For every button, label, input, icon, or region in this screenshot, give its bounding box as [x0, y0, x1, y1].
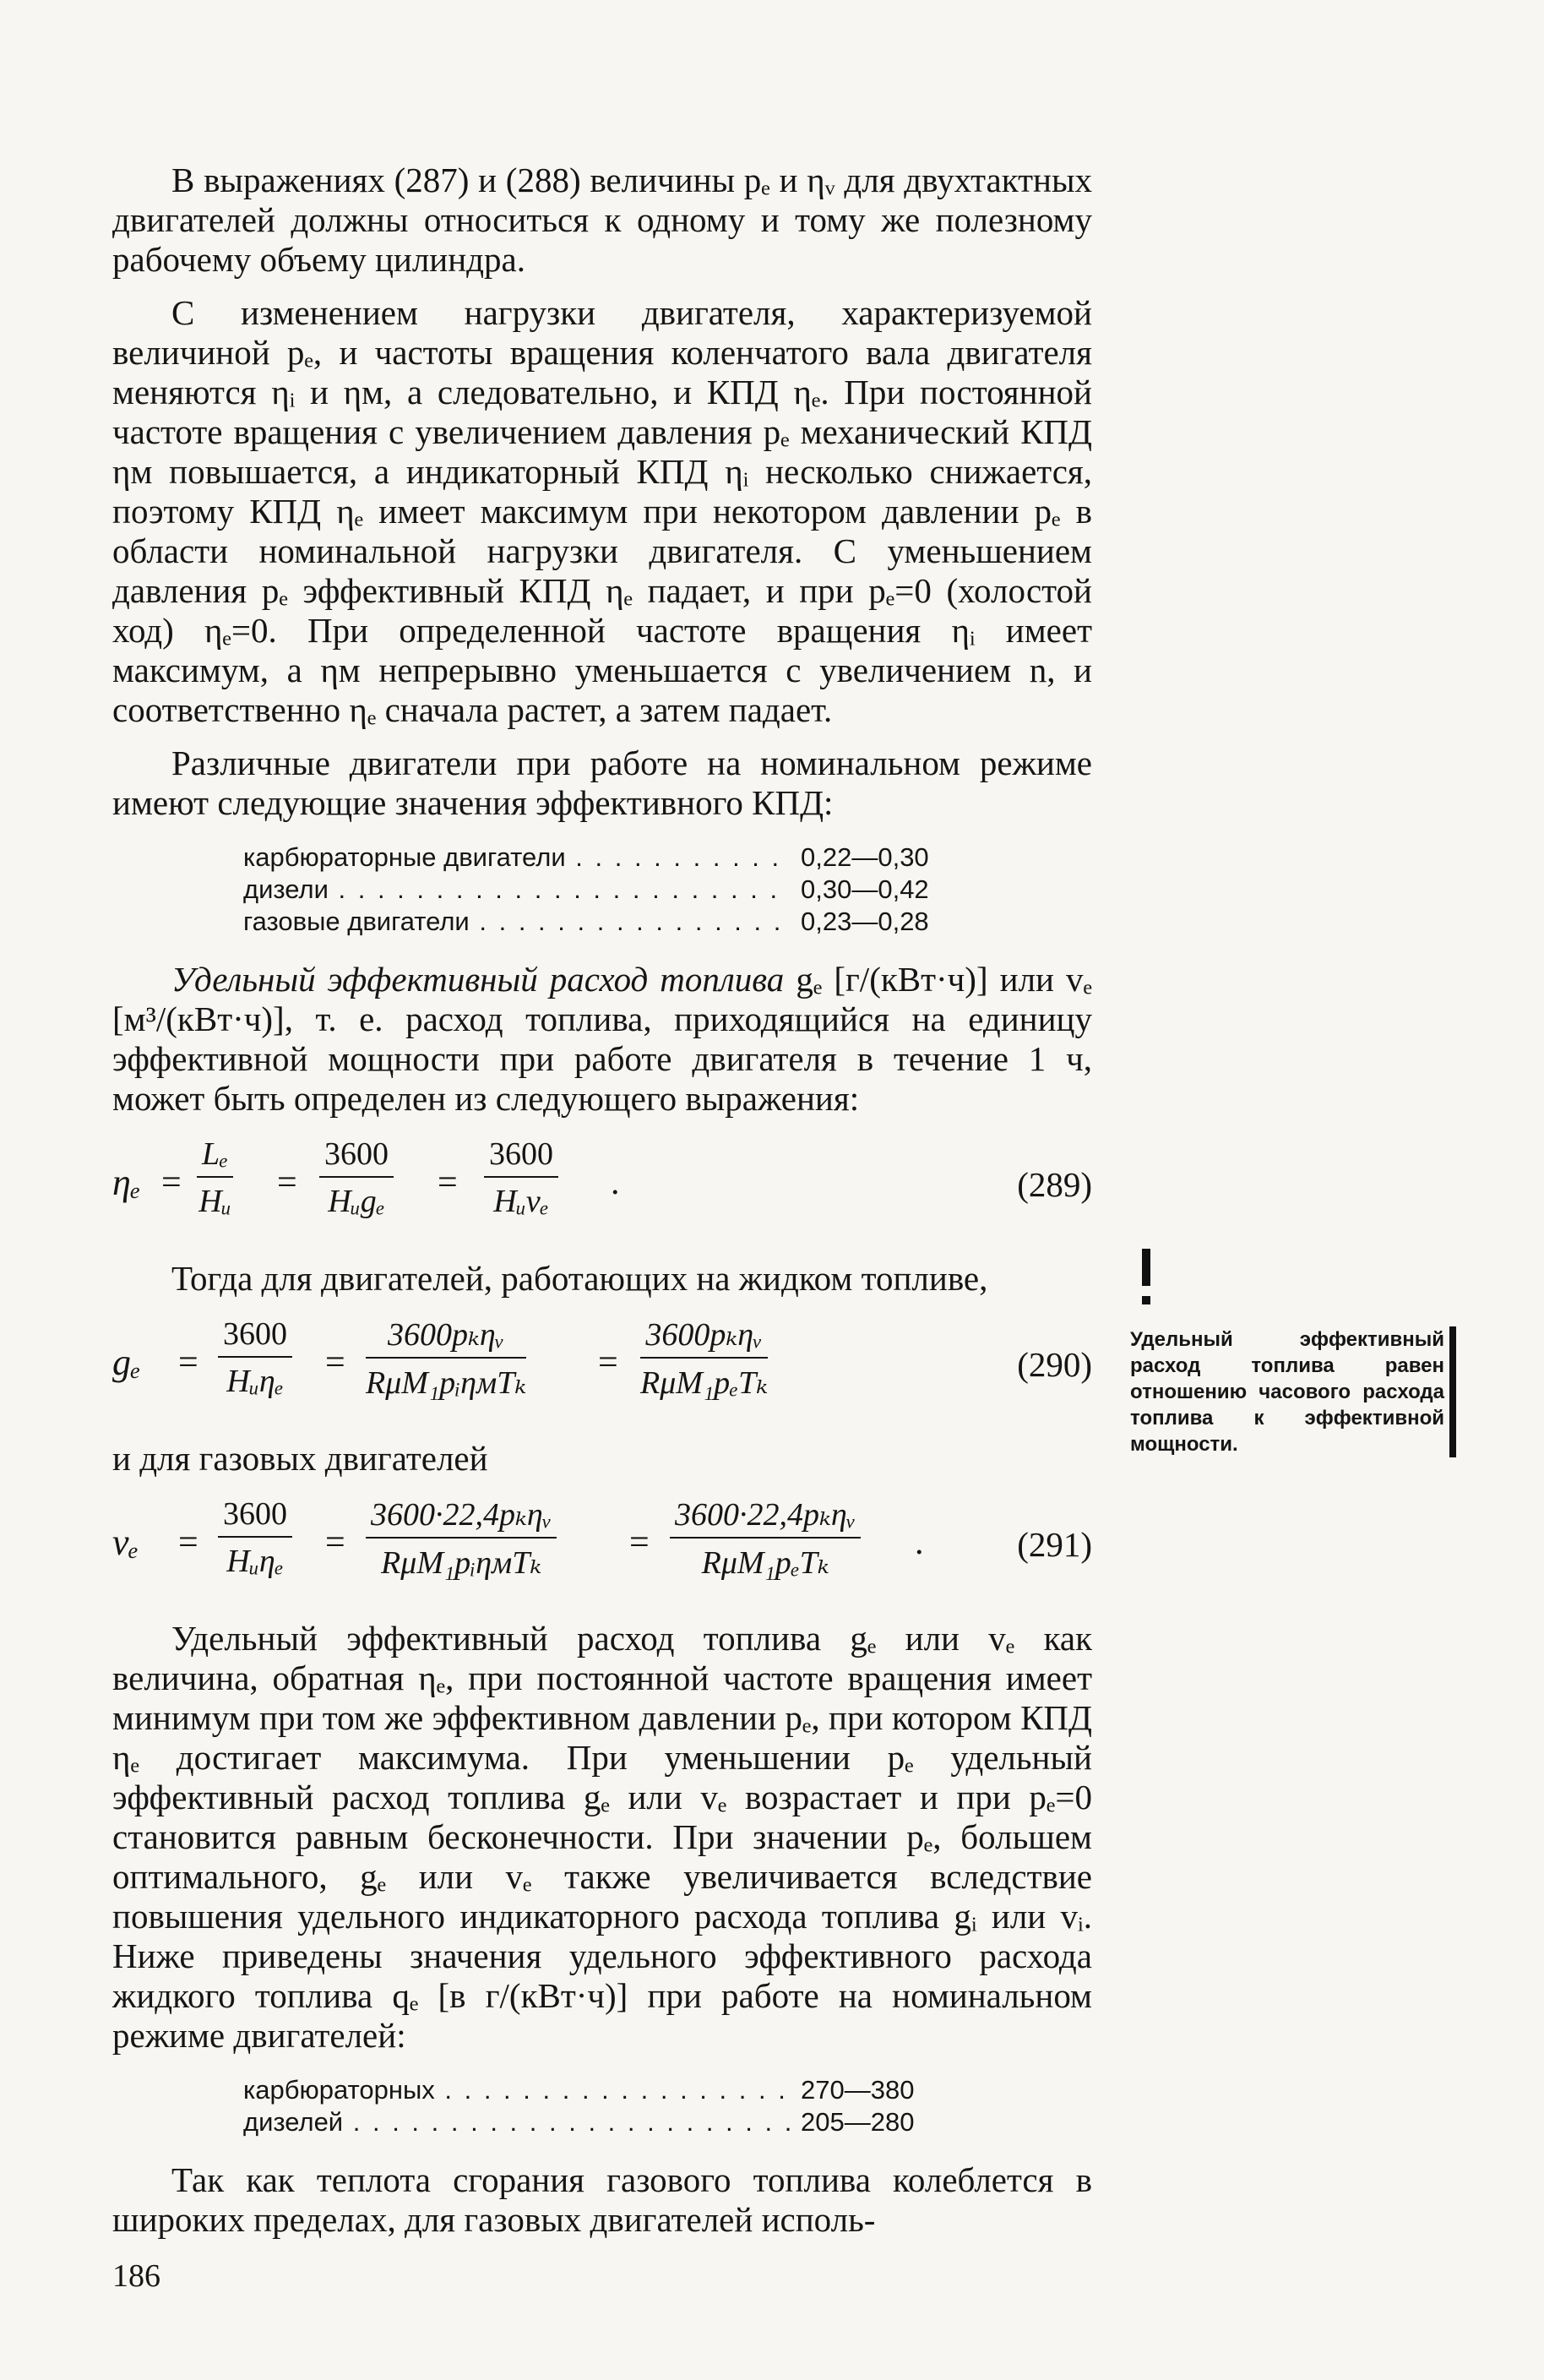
- equation-291: vₑ = 3600 Hᵤηₑ = 3600·22,4pₖηᵥ RμM₁pᵢηмTₖ = 3600·22,4pₖηᵥ RμM₁pₑTₖ . (291): [112, 1496, 1092, 1581]
- term-specific-fuel-consumption: Удельный эффективный расход топлива: [171, 960, 785, 999]
- paragraph-7: Удельный эффективный расход топлива gₑ или vₑ как величина, обратная ηₑ, при постоянной частоте вращения имеет минимум при том же эффективном давлении pₑ, при котором КПД ηₑ достигает максимума. При уменьшении pₑ удельный эффективный расход топлива gₑ или vₑ возрастает и при pₑ=0 становится равным бесконечности. При значении pₑ, большем оптимального, gₑ или vₑ также увеличивается вследствие повышения удельного индикаторного расхода топлива gᵢ или vᵢ. Ниже приведены значения удельного эффективного расхода жидкого топлива qₑ [в г/(кВт·ч)] при работе на номинальном режиме двигателей:: [112, 1619, 1092, 2055]
- equation-289: ηₑ = $\frac{\text{Lₑ}}{\text{Hᵤ}}$ = 3600 Hᵤgₑ = 3600 Hᵤvₑ . (289): [112, 1136, 1092, 1219]
- paragraph-8: Так как теплота сгорания газового топлива колеблется в широких пределах, для газовых двигателей исполь-: [112, 2160, 1092, 2239]
- equation-number: (289): [1017, 1165, 1092, 1204]
- list-item: дизели . . . 0,30—0,42: [243, 874, 944, 906]
- paragraph-5: Тогда для двигателей, работающих на жидком топливе,: [171, 1259, 988, 1298]
- equation-290: gₑ = 3600 Hᵤηₑ = 3600pₖηᵥ RμM₁pᵢηмTₖ = 3600pₖηᵥ RμM₁pₑTₖ (290): [112, 1316, 1092, 1401]
- equation-number: (291): [1017, 1525, 1092, 1564]
- paragraph-4: Удельный эффективный расход топлива gₑ [г/(кВт·ч)] или vₑ [м³/(кВт·ч)], т. е. расход топлива, приходящийся на единицу эффективной мощности при работе двигателя в течение 1 ч, может быть определен из следующего выражения:: [112, 960, 1092, 1118]
- text-column: [112, 161, 1092, 2240]
- paragraph-3: Различные двигатели при работе на номинальном режиме имеют следующие значения эффективного КПД:: [112, 743, 1092, 822]
- page-number: 186: [112, 2258, 160, 2294]
- equation-number: (290): [1017, 1345, 1092, 1384]
- list-item: газовые двигатели . . . 0,23—0,28: [243, 906, 944, 938]
- exclamation-icon: [1142, 1249, 1150, 1286]
- fuel-consumption-list: [243, 2074, 1092, 2138]
- paragraph-6: и для газовых двигателей: [112, 1439, 488, 1478]
- paragraph-2: С изменением нагрузки двигателя, характеризуемой величиной pₑ, и частоты вращения коленчатого вала двигателя меняются ηᵢ и ηм, а следовательно, и КПД ηₑ. При постоянной частоте вращения с увеличением давления pₑ механический КПД ηм повышается, а индикаторный КПД ηᵢ несколько снижается, поэтому КПД ηₑ имеет максимум при некотором давлении pₑ в области номинальной нагрузки двигателя. С уменьшением давления pₑ эффективный КПД ηₑ падает, и при pₑ=0 (холостой ход) ηₑ=0. При определенной частоте вращения ηᵢ имеет максимум, а ηм непрерывно уменьшается с увеличением n, и соответственно ηₑ сначала растет, а затем падает.: [112, 293, 1092, 729]
- paragraph-1: В выражениях (287) и (288) величины pₑ и ηᵥ для двухтактных двигателей должны относиться к одному и тому же полезному рабочему объему цилиндра.: [112, 161, 1092, 279]
- list-item: карбюраторные двигатели . . . 0,22—0,30: [243, 841, 944, 874]
- kpd-values-list: [243, 841, 1092, 938]
- margin-note: Удельный эффективный расход топлива равен отношению часового расхода топлива к эффективной мощности.: [1130, 1326, 1456, 1457]
- list-item: карбюраторных . . . 270—380: [243, 2074, 944, 2106]
- list-item: дизелей . . . 205—280: [243, 2106, 944, 2138]
